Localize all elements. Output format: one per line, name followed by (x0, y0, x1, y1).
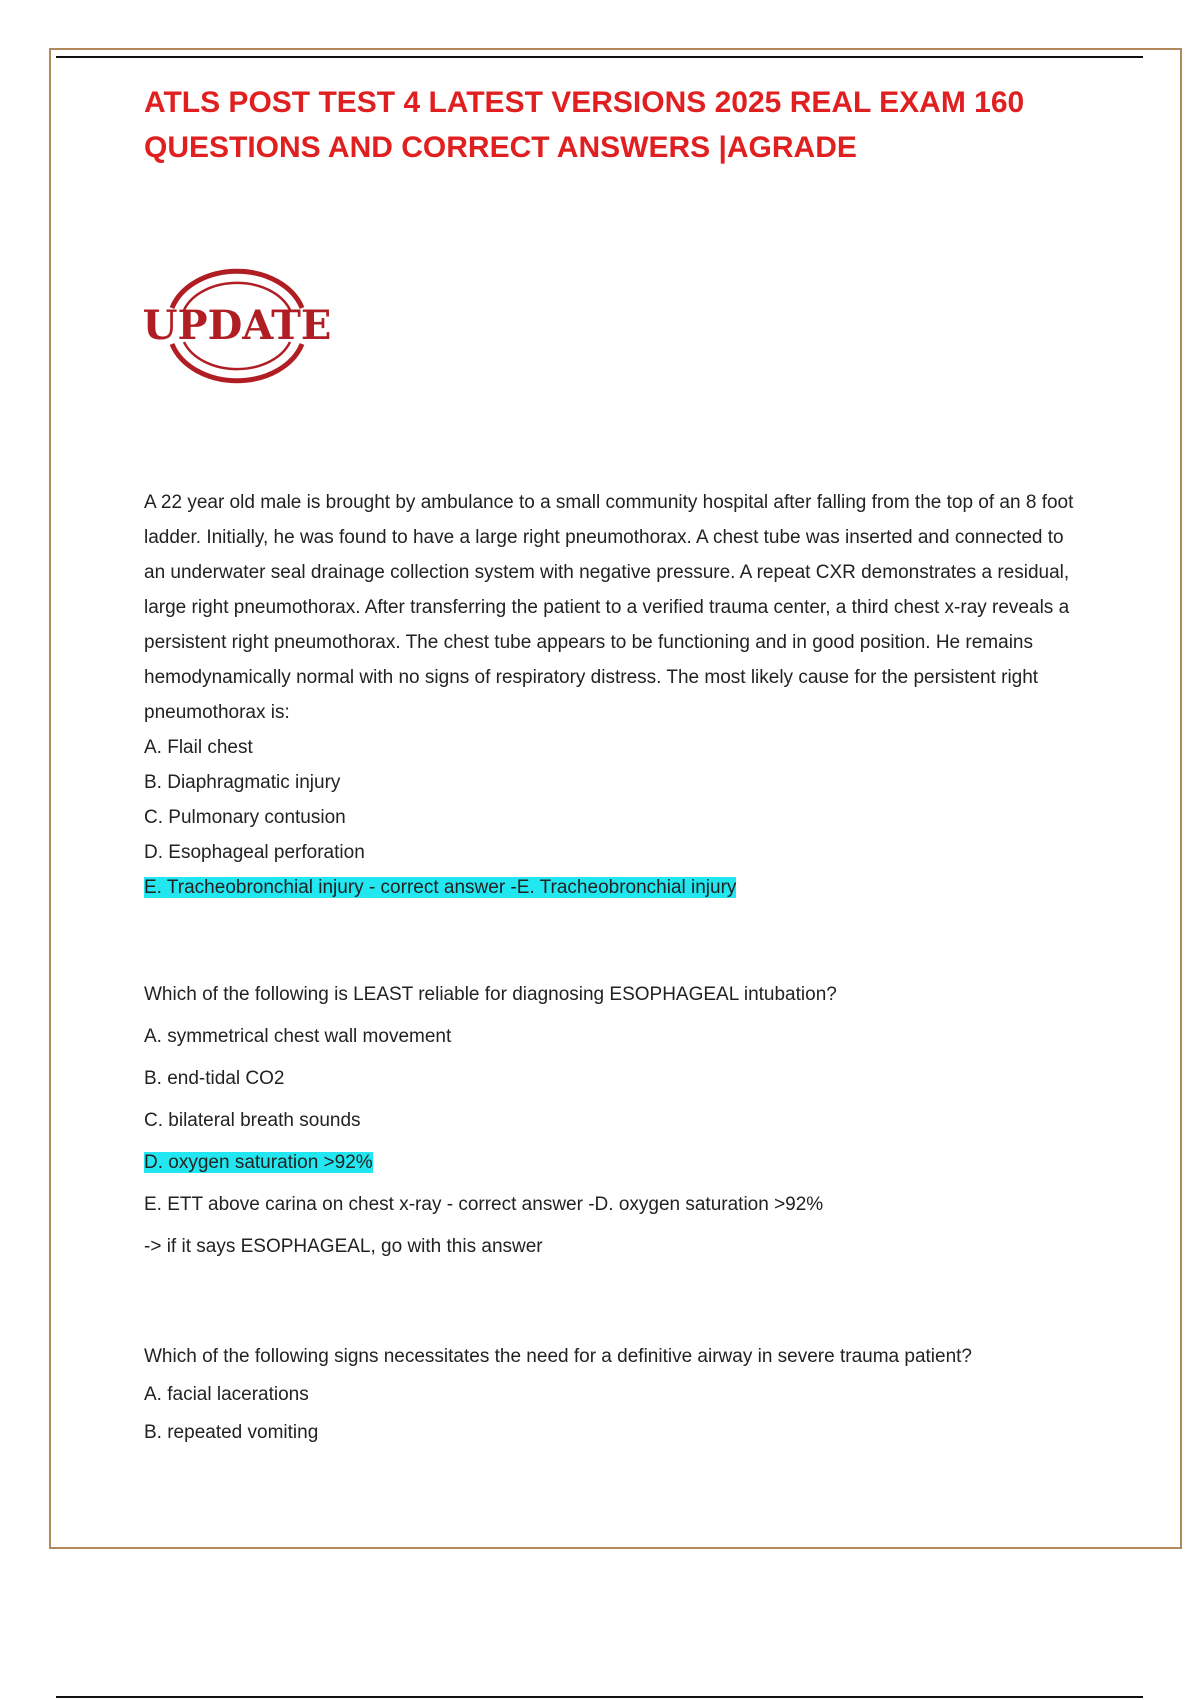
question-2-option: C. bilateral breath sounds (144, 1110, 361, 1131)
question-1-answer (144, 870, 1074, 905)
question-1 (144, 485, 1074, 905)
question-2-option: A. symmetrical chest wall movement (144, 1026, 452, 1047)
answer-highlight: D. oxygen saturation >92% (144, 1152, 373, 1173)
question-2-note: -> if it says ESOPHAGEAL, go with this answer (144, 1236, 543, 1257)
question-2-stem: Which of the following is LEAST reliable for diagnosing ESOPHAGEAL intubation? (144, 984, 837, 1005)
question-3 (144, 1338, 1074, 1452)
question-1-option: C. Pulmonary contusion (144, 807, 346, 828)
question-1-stem: A 22 year old male is brought by ambulance to a small community hospital after falling from the top of an 8 foot ladder. Initially, he was found to have a large right pneumothorax. A chest tube was inserted and connected to an underwater seal drainage collection system with negative pressure. A repeat CXR demonstrates a residual, large right pneumothorax. After transferring the patient to a verified trauma center, a third chest x-ray reveals a persistent right pneumothorax. The chest tube appears to be functioning and in good position. He remains hemodynamically normal with no signs of respiratory distress. The most likely cause for the persistent right pneumothorax is: (144, 492, 1074, 723)
bottom-rule (56, 1696, 1143, 1698)
update-stamp-icon (142, 256, 332, 396)
question-2-option: B. end-tidal CO2 (144, 1068, 285, 1089)
question-3-option: A. facial lacerations (144, 1384, 309, 1405)
question-1-option: A. Flail chest (144, 737, 253, 758)
question-1-option: D. Esophageal perforation (144, 842, 365, 863)
question-3-option: B. repeated vomiting (144, 1422, 319, 1443)
question-3-stem: Which of the following signs necessitates the need for a definitive airway in severe trauma patient? (144, 1346, 973, 1367)
question-1-option: B. Diaphragmatic injury (144, 772, 341, 793)
top-rule (56, 56, 1143, 58)
answer-highlight: E. Tracheobronchial injury - correct answer -E. Tracheobronchial injury (144, 877, 737, 898)
question-2 (144, 974, 1074, 1268)
stamp-text: UPDATE (142, 302, 332, 349)
question-2-option: E. ETT above carina on chest x-ray - correct answer -D. oxygen saturation >92% (144, 1194, 824, 1215)
document-title: ATLS POST TEST 4 LATEST VERSIONS 2025 REAL EXAM 160 QUESTIONS AND CORRECT ANSWERS |AGRADE (144, 86, 1025, 164)
question-2-highlighted-option (144, 1142, 1074, 1184)
